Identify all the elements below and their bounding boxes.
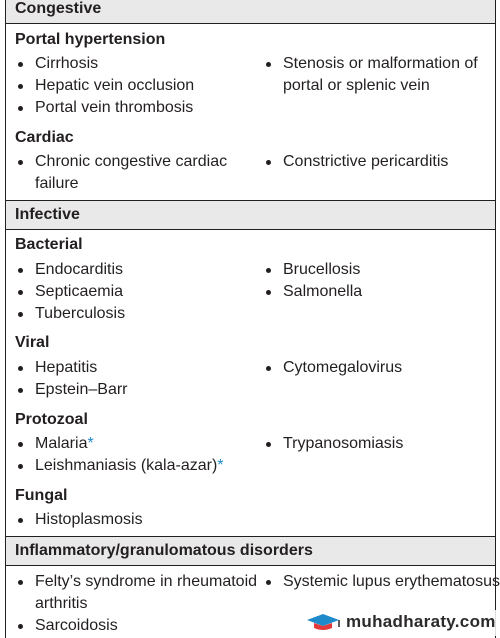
- footnote-asterisk: *: [87, 435, 94, 452]
- list-item: Felty’s syndrome in rheumatoid arthritis: [15, 571, 270, 615]
- list-item: Hepatitis: [15, 357, 270, 379]
- list-item: [15, 433, 270, 455]
- list-item: Cytomegalovirus: [263, 357, 500, 379]
- list-item: Brucellosis: [263, 259, 500, 281]
- section-header-infective: [6, 200, 495, 230]
- subheading-protozoal: Protozoal: [15, 411, 88, 428]
- item-text: Malaria: [35, 435, 88, 452]
- section-header-inflammatory: [6, 536, 495, 566]
- list-item: Salmonella: [263, 281, 500, 303]
- list-item: Chronic congestive cardiac failure: [15, 151, 270, 195]
- subheading-viral: Viral: [15, 334, 50, 351]
- list-item: Tuberculosis: [15, 303, 270, 325]
- section-header-congestive: [6, 0, 495, 24]
- subheading-cardiac: Cardiac: [15, 129, 74, 146]
- watermark-text[interactable]: muhadharaty.com: [346, 612, 496, 631]
- list-item: Cirrhosis: [15, 53, 270, 75]
- section-title: Congestive: [15, 0, 102, 17]
- list-item: Constrictive pericarditis: [263, 151, 500, 173]
- section-title: Inflammatory/granulomatous disorders: [15, 542, 313, 559]
- list-item: Sarcoidosis: [15, 615, 270, 637]
- subheading-bacterial: Bacterial: [15, 236, 83, 253]
- mortarboard-logo-icon: [303, 612, 343, 632]
- item-text: Leishmaniasis (kala-azar): [35, 457, 218, 474]
- list-item: Trypanosomiasis: [263, 433, 500, 455]
- list-item: Histoplasmosis: [15, 509, 270, 531]
- list-item: Endocarditis: [15, 259, 270, 281]
- list-item: Epstein–Barr: [15, 379, 270, 401]
- list-item: Hepatic vein occlusion: [15, 75, 270, 97]
- list-item: Stenosis or malformation of portal or splenic vein: [263, 53, 500, 97]
- list-item: Septicaemia: [15, 281, 270, 303]
- subheading-fungal: Fungal: [15, 487, 68, 504]
- footnote-asterisk: *: [217, 457, 224, 474]
- list-item: Systemic lupus erythematosus: [263, 571, 500, 593]
- subheading-portal-hypertension: Portal hypertension: [15, 31, 166, 48]
- section-title: Infective: [15, 206, 80, 223]
- list-item: Portal vein thrombosis: [15, 97, 270, 119]
- list-item: [15, 455, 270, 477]
